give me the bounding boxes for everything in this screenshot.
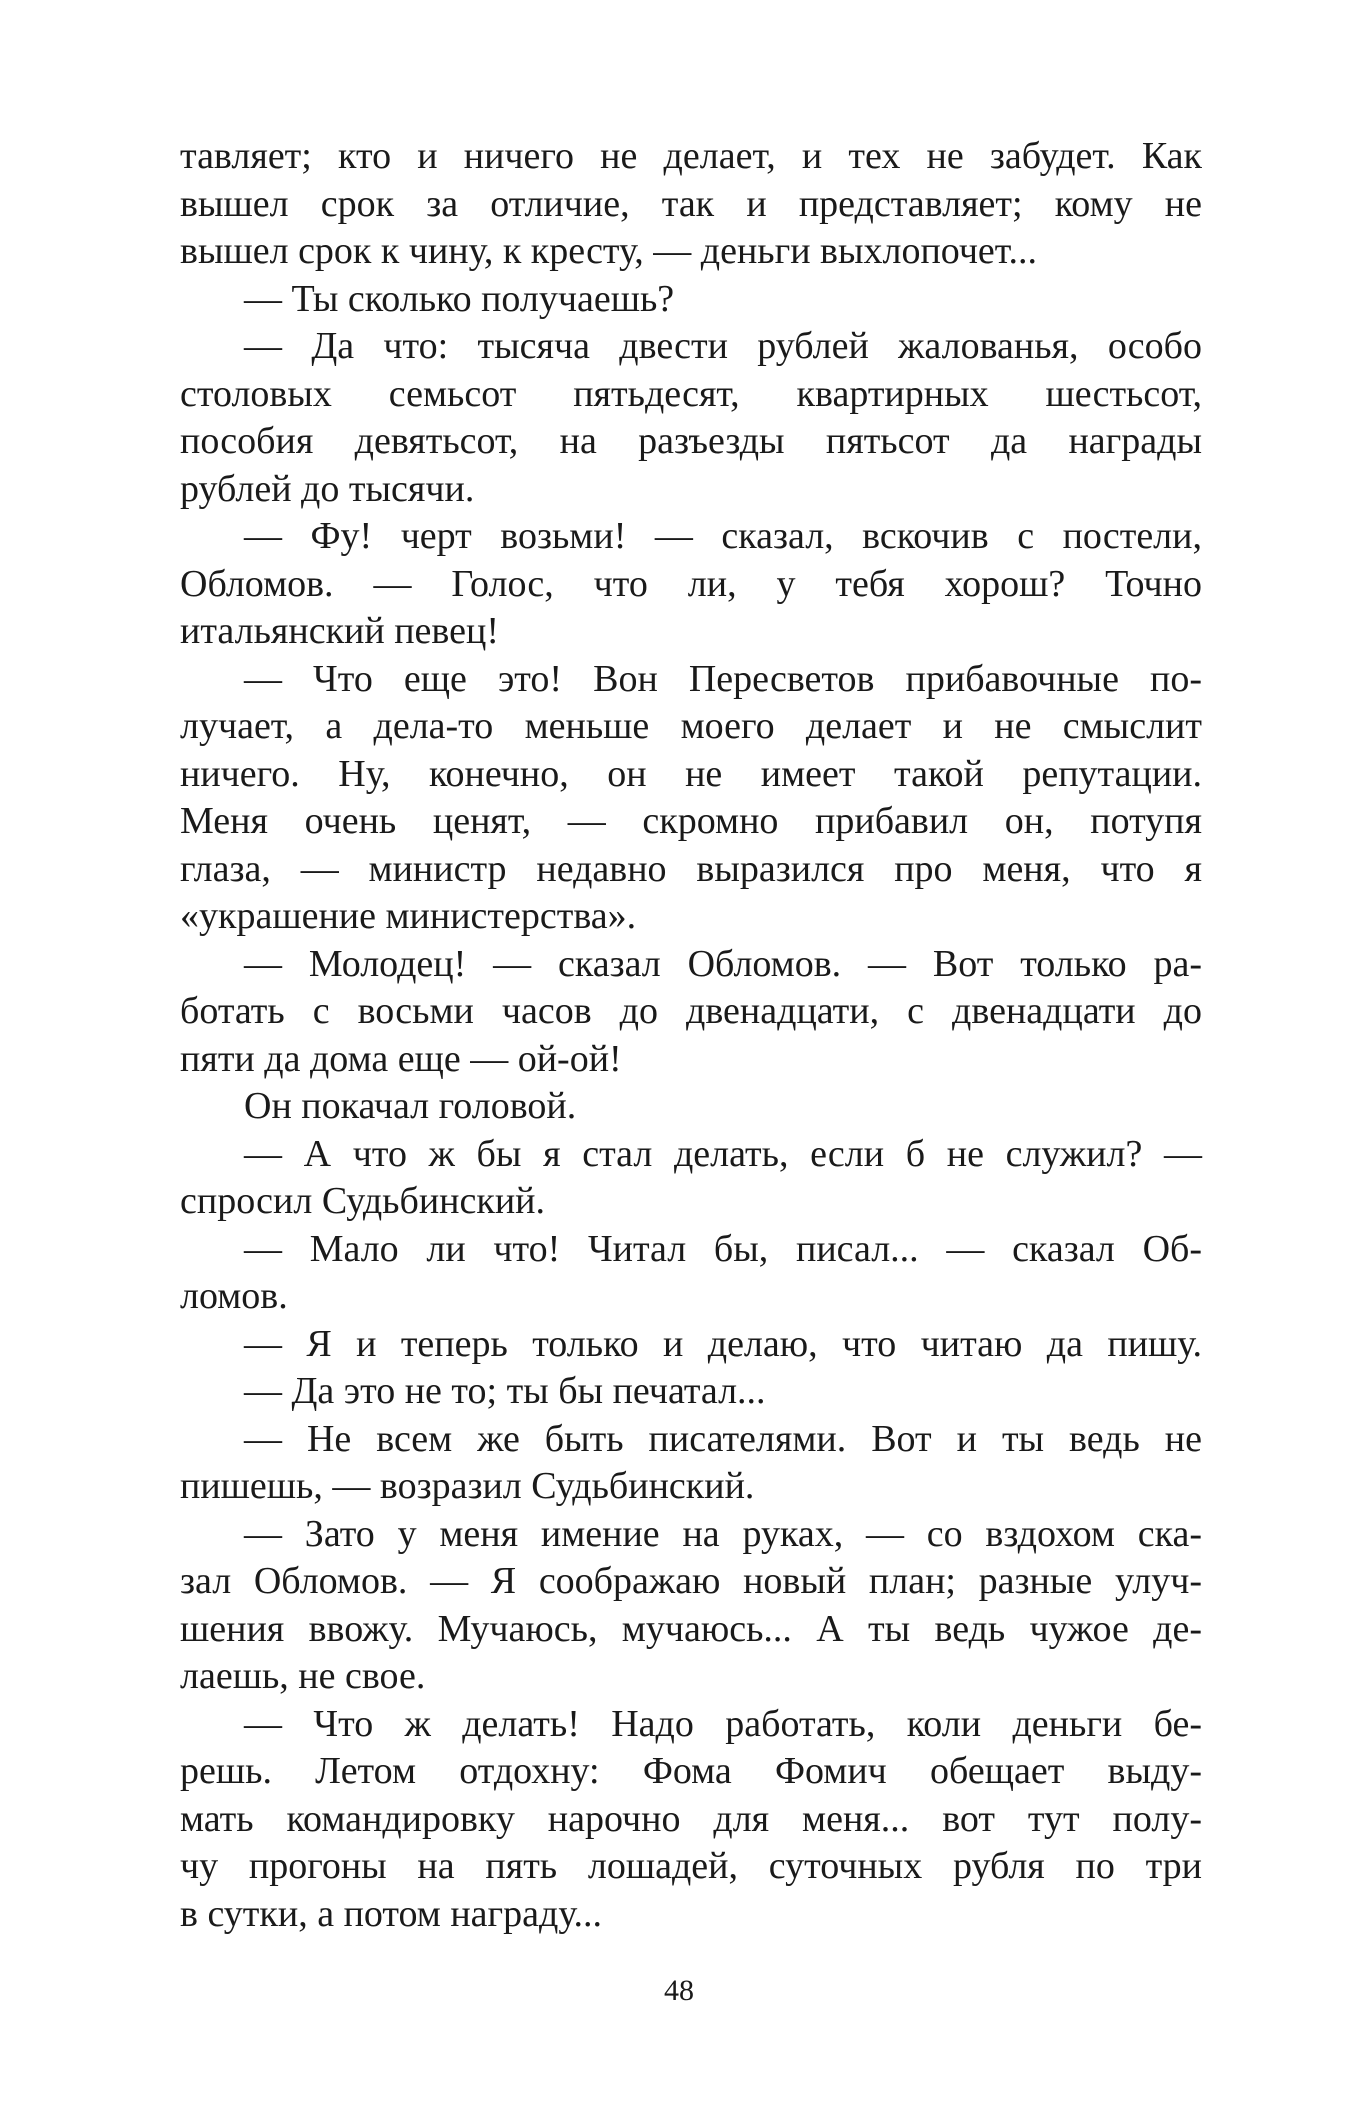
- text-line: пишешь, — возразил Судьбинский.: [180, 1465, 755, 1507]
- text-line: вышел срок к чину, к кресту, — деньги выхлопочет...: [180, 230, 1038, 272]
- text-line: мать командировку нарочно для меня... вот тут полу-: [180, 1797, 1202, 1840]
- text-line: — Молодец! — сказал Обломов. — Вот только ра-: [244, 942, 1202, 985]
- text-line: пособия девятьсот, на разъезды пятьсот да награды: [180, 420, 1202, 462]
- text-line: ничего. Ну, конечно, он не имеет такой репутации.: [180, 752, 1202, 795]
- text-line: — Да это не то; ты бы печатал...: [244, 1370, 766, 1412]
- text-line: спросил Судьбинский.: [180, 1180, 545, 1222]
- text-line: — Не всем же быть писателями. Вот и ты ведь не: [244, 1417, 1202, 1460]
- text-line: в сутки, а потом награду...: [180, 1892, 603, 1935]
- text-line: итальянский певец!: [180, 610, 499, 652]
- text-line: — Фу! черт возьми! — сказал, вскочив с постели,: [244, 515, 1202, 557]
- text-line: Он покачал головой.: [244, 1085, 577, 1127]
- text-line: рублей до тысячи.: [180, 467, 475, 510]
- text-line: зал Обломов. — Я соображаю новый план; разные улуч-: [180, 1560, 1202, 1602]
- text-line: — Да что: тысяча двести рублей жалованья, особо: [244, 325, 1202, 367]
- text-line: вышел срок за отличие, так и представляет; кому не: [180, 182, 1202, 225]
- text-line: столовых семьсот пятьдесят, квартирных шестьсот,: [180, 372, 1202, 415]
- text-line: — А что ж бы я стал делать, если б не служил? —: [244, 1132, 1202, 1175]
- text-line: пяти да дома еще — ой-ой!: [180, 1037, 622, 1080]
- text-line: глаза, — министр недавно выразился про меня, что я: [180, 847, 1202, 890]
- text-line: — Мало ли что! Читал бы, писал... — сказал Об-: [244, 1227, 1202, 1270]
- text-line: Обломов. — Голос, что ли, у тебя хорош? Точно: [180, 562, 1202, 605]
- text-line: — Ты сколько получаешь?: [244, 277, 675, 320]
- text-line: шения ввожу. Мучаюсь, мучаюсь... А ты ведь чужое де-: [180, 1607, 1202, 1650]
- text-line: — Зато у меня имение на руках, — со вздохом ска-: [244, 1512, 1202, 1555]
- text-line: — Что еще это! Вон Пересветов прибавочные по-: [244, 657, 1202, 700]
- text-line: — Что ж делать! Надо работать, коли деньги бе-: [244, 1702, 1202, 1745]
- text-line: тавляет; кто и ничего не делает, и тех не забудет. Как: [180, 135, 1202, 177]
- text-line: лучает, а дела-то меньше моего делает и не смыслит: [180, 705, 1202, 747]
- text-line: решь. Летом отдохну: Фома Фомич обещает выду-: [180, 1750, 1202, 1792]
- text-line: чу прогоны на пять лошадей, суточных рубля по три: [180, 1845, 1202, 1887]
- text-line: ломов.: [180, 1275, 288, 1317]
- book-page-text: [180, 133, 1202, 1938]
- text-line: ботать с восьми часов до двенадцати, с двенадцати до: [180, 990, 1202, 1032]
- text-line: «украшение министерства».: [180, 895, 637, 937]
- page-number: 48: [664, 1974, 694, 2007]
- text-line: — Я и теперь только и делаю, что читаю да пишу.: [244, 1322, 1202, 1365]
- text-line: Меня очень ценят, — скромно прибавил он, потупя: [180, 800, 1202, 842]
- text-line: лаешь, не свое.: [180, 1655, 426, 1697]
